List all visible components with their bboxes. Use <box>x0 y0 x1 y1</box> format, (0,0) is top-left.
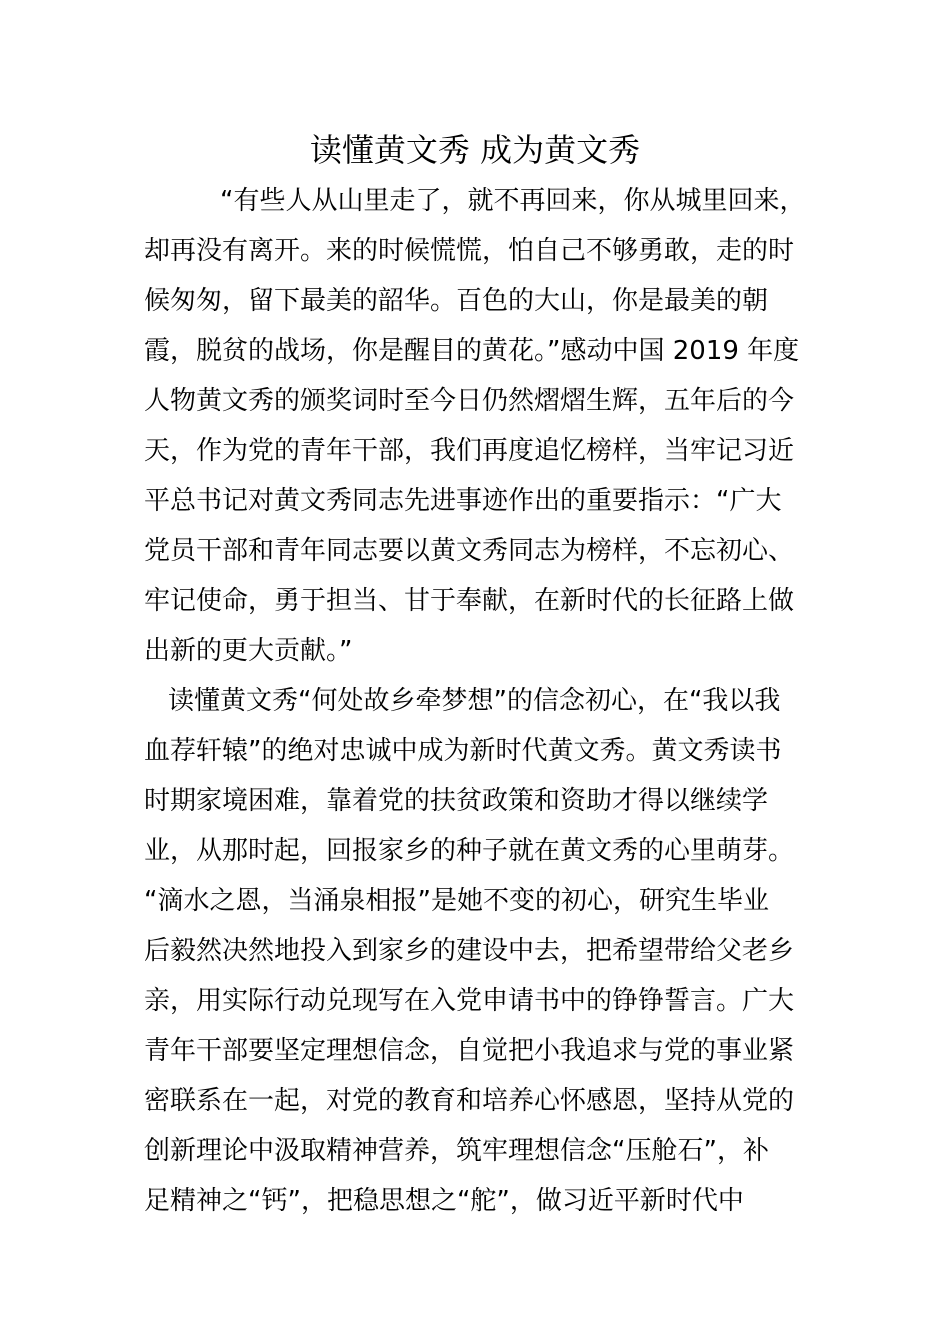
paragraph-line: 青年干部要坚定理想信念，自觉把小我追求与党的事业紧 <box>144 1036 795 1066</box>
paragraph-line: 业，从那时起，回报家乡的种子就在黄文秀的心里萌芽。 <box>144 836 795 866</box>
paragraph-line: 天，作为党的青年干部，我们再度追忆榜样，当牢记习近 <box>144 436 795 466</box>
paragraph-line: 后毅然决然地投入到家乡的建设中去，把希望带给父老乡 <box>144 936 795 966</box>
paragraph-line: “滴水之恩，当涌泉相报”是她不变的初心，研究生毕业 <box>144 886 769 916</box>
paragraph-line: 足精神之“钙”，把稳思想之“舵”，做习近平新时代中 <box>144 1186 744 1216</box>
document-title: 读懂黄文秀 成为黄文秀 <box>309 131 641 169</box>
paragraph-line: 读懂黄文秀“何处故乡牵梦想”的信念初心，在“我以我 <box>168 686 781 716</box>
paragraph-line: 人物黄文秀的颁奖词时至今日仍然熠熠生辉，五年后的今 <box>144 386 795 416</box>
paragraph-line: 候匆匆，留下最美的韶华。百色的大山，你是最美的朝 <box>144 286 769 316</box>
paragraph-line: 牢记使命，勇于担当、甘于奉献，在新时代的长征路上做 <box>144 586 795 616</box>
paragraph-line: 出新的更大贡献。” <box>144 636 353 666</box>
paragraph-line: 密联系在一起，对党的教育和培养心怀感恩，坚持从党的 <box>144 1086 795 1116</box>
paragraph-line: 却再没有离开。来的时候慌慌，怕自己不够勇敢，走的时 <box>144 236 795 266</box>
paragraph-line: 党员干部和青年同志要以黄文秀同志为榜样，不忘初心、 <box>144 536 795 566</box>
paragraph-line: 时期家境困难，靠着党的扶贫政策和资助才得以继续学 <box>144 786 769 816</box>
paragraph-line: 亲，用实际行动兑现写在入党申请书中的铮铮誓言。广大 <box>144 986 795 1016</box>
paragraph-line: 血荐轩辕”的绝对忠诚中成为新时代黄文秀。黄文秀读书 <box>144 736 782 766</box>
paragraph-line: 创新理论中汲取精神营养，筑牢理想信念“压舱石”，补 <box>144 1136 769 1166</box>
paragraph-line: 平总书记对黄文秀同志先进事迹作出的重要指示：“广大 <box>144 486 782 516</box>
paragraph-line: 霞，脱贫的战场，你是醒目的黄花。”感动中国 2019 年度 <box>144 336 800 366</box>
paragraph-line: “有些人从山里走了，就不再回来，你从城里回来， <box>220 186 806 216</box>
